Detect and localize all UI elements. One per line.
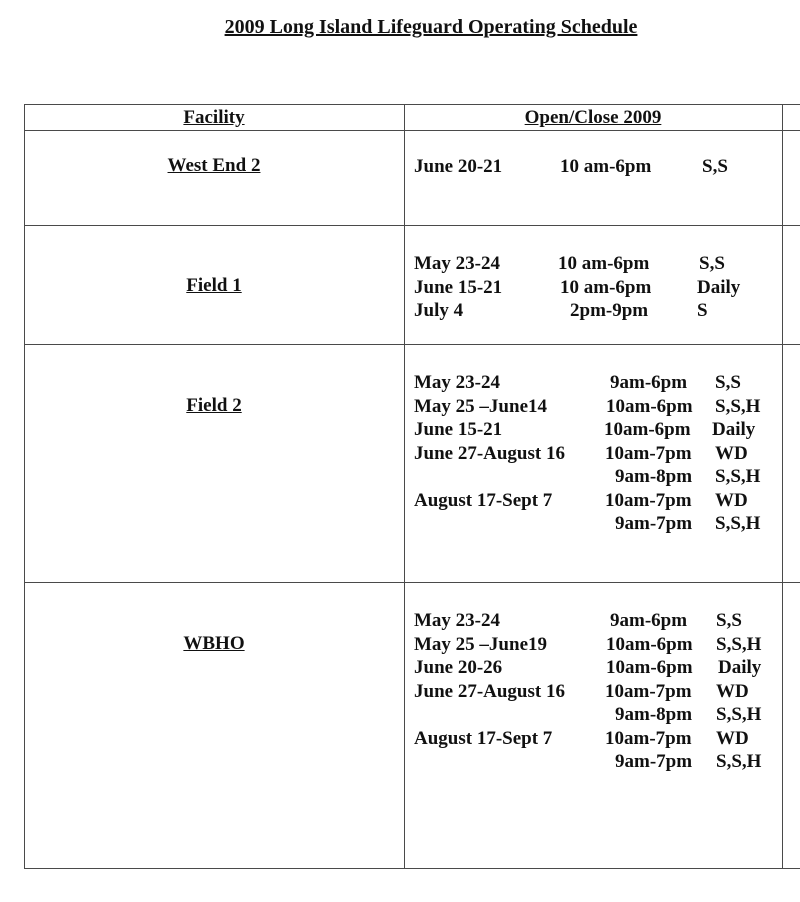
row-divider (24, 582, 800, 583)
schedule-days: S,S,H (716, 704, 762, 725)
facility-column-header: Facility (183, 107, 245, 128)
schedule-hours: 10am-6pm (606, 657, 693, 678)
schedule-dates: August 17-Sept 7 (414, 489, 553, 511)
row-divider (24, 225, 800, 226)
document-title: 2009 Long Island Lifeguard Operating Schedule (224, 16, 638, 38)
schedule-hours: 10 am-6pm (560, 156, 652, 177)
header-divider (24, 130, 800, 131)
schedule-days: S,S,H (715, 395, 761, 417)
schedule-days: S,S,H (716, 633, 762, 655)
schedule-dates: June 27-August 16 (414, 442, 565, 464)
schedule-days: WD (715, 489, 748, 511)
schedule-dates: June 20-26 (414, 657, 503, 678)
schedule-dates: May 23-24 (414, 610, 501, 631)
schedule-hours: 10am-7pm (605, 489, 692, 511)
schedule-days: WD (716, 727, 749, 749)
schedule-days: Daily (718, 657, 762, 678)
schedule-hours: 9am-7pm (615, 513, 693, 534)
schedule-dates: May 23-24 (414, 253, 501, 274)
schedule-days: WD (716, 680, 749, 702)
schedule-hours: 2pm-9pm (570, 300, 649, 321)
schedule-hours: 9am-8pm (615, 466, 693, 487)
schedule-hours: 10 am-6pm (558, 253, 650, 274)
schedule-dates: May 25 –June19 (414, 633, 547, 655)
schedule-days: S,S (702, 156, 728, 177)
schedule-days: Daily (712, 419, 756, 440)
schedule-days: S,S (699, 253, 725, 274)
schedule-dates: June 15-21 (414, 419, 503, 440)
schedule-hours: 10am-6pm (606, 633, 693, 655)
row-divider (24, 344, 800, 345)
facility-name-field-1: Field 1 (186, 275, 242, 296)
schedule-hours: 10am-6pm (604, 419, 691, 440)
schedule-hours: 10 am-6pm (560, 276, 652, 298)
schedule-dates: May 23-24 (414, 372, 501, 393)
schedule-dates: May 25 –June14 (414, 395, 547, 417)
column-divider (404, 104, 405, 869)
table-bottom-border (24, 868, 800, 869)
table-left-border (24, 104, 25, 869)
schedule-hours: 9am-6pm (610, 372, 688, 393)
table-top-border (24, 104, 800, 105)
schedule-days: Daily (697, 276, 741, 298)
schedule-hours: 10am-6pm (606, 395, 693, 417)
schedule-days: S,S,H (715, 466, 761, 487)
schedule-dates: June 20-21 (414, 156, 503, 177)
schedule-hours: 9am-7pm (615, 751, 693, 772)
schedule-days: WD (715, 442, 748, 464)
schedule-hours: 10am-7pm (605, 442, 692, 464)
schedule-hours: 10am-7pm (605, 727, 692, 749)
schedule-days: S (697, 300, 708, 321)
facility-name-west-end-2: West End 2 (167, 155, 261, 176)
schedule-days: S,S (716, 610, 742, 631)
schedule-hours: 9am-8pm (615, 704, 693, 725)
schedule-days: S,S,H (715, 513, 761, 534)
schedule-dates: July 4 (414, 300, 464, 321)
schedule-dates: June 27-August 16 (414, 680, 565, 702)
schedule-hours: 10am-7pm (605, 680, 692, 702)
schedule-days: S,S,H (716, 751, 762, 772)
schedule-days: S,S (715, 372, 741, 393)
schedule-hours: 9am-6pm (610, 610, 688, 631)
facility-name-field-2: Field 2 (186, 395, 242, 416)
facility-name-wbho: WBHO (183, 633, 245, 654)
schedule-dates: August 17-Sept 7 (414, 727, 553, 749)
schedule-dates: June 15-21 (414, 276, 503, 298)
column-divider (782, 104, 783, 869)
open-close-column-header: Open/Close 2009 (524, 107, 662, 128)
